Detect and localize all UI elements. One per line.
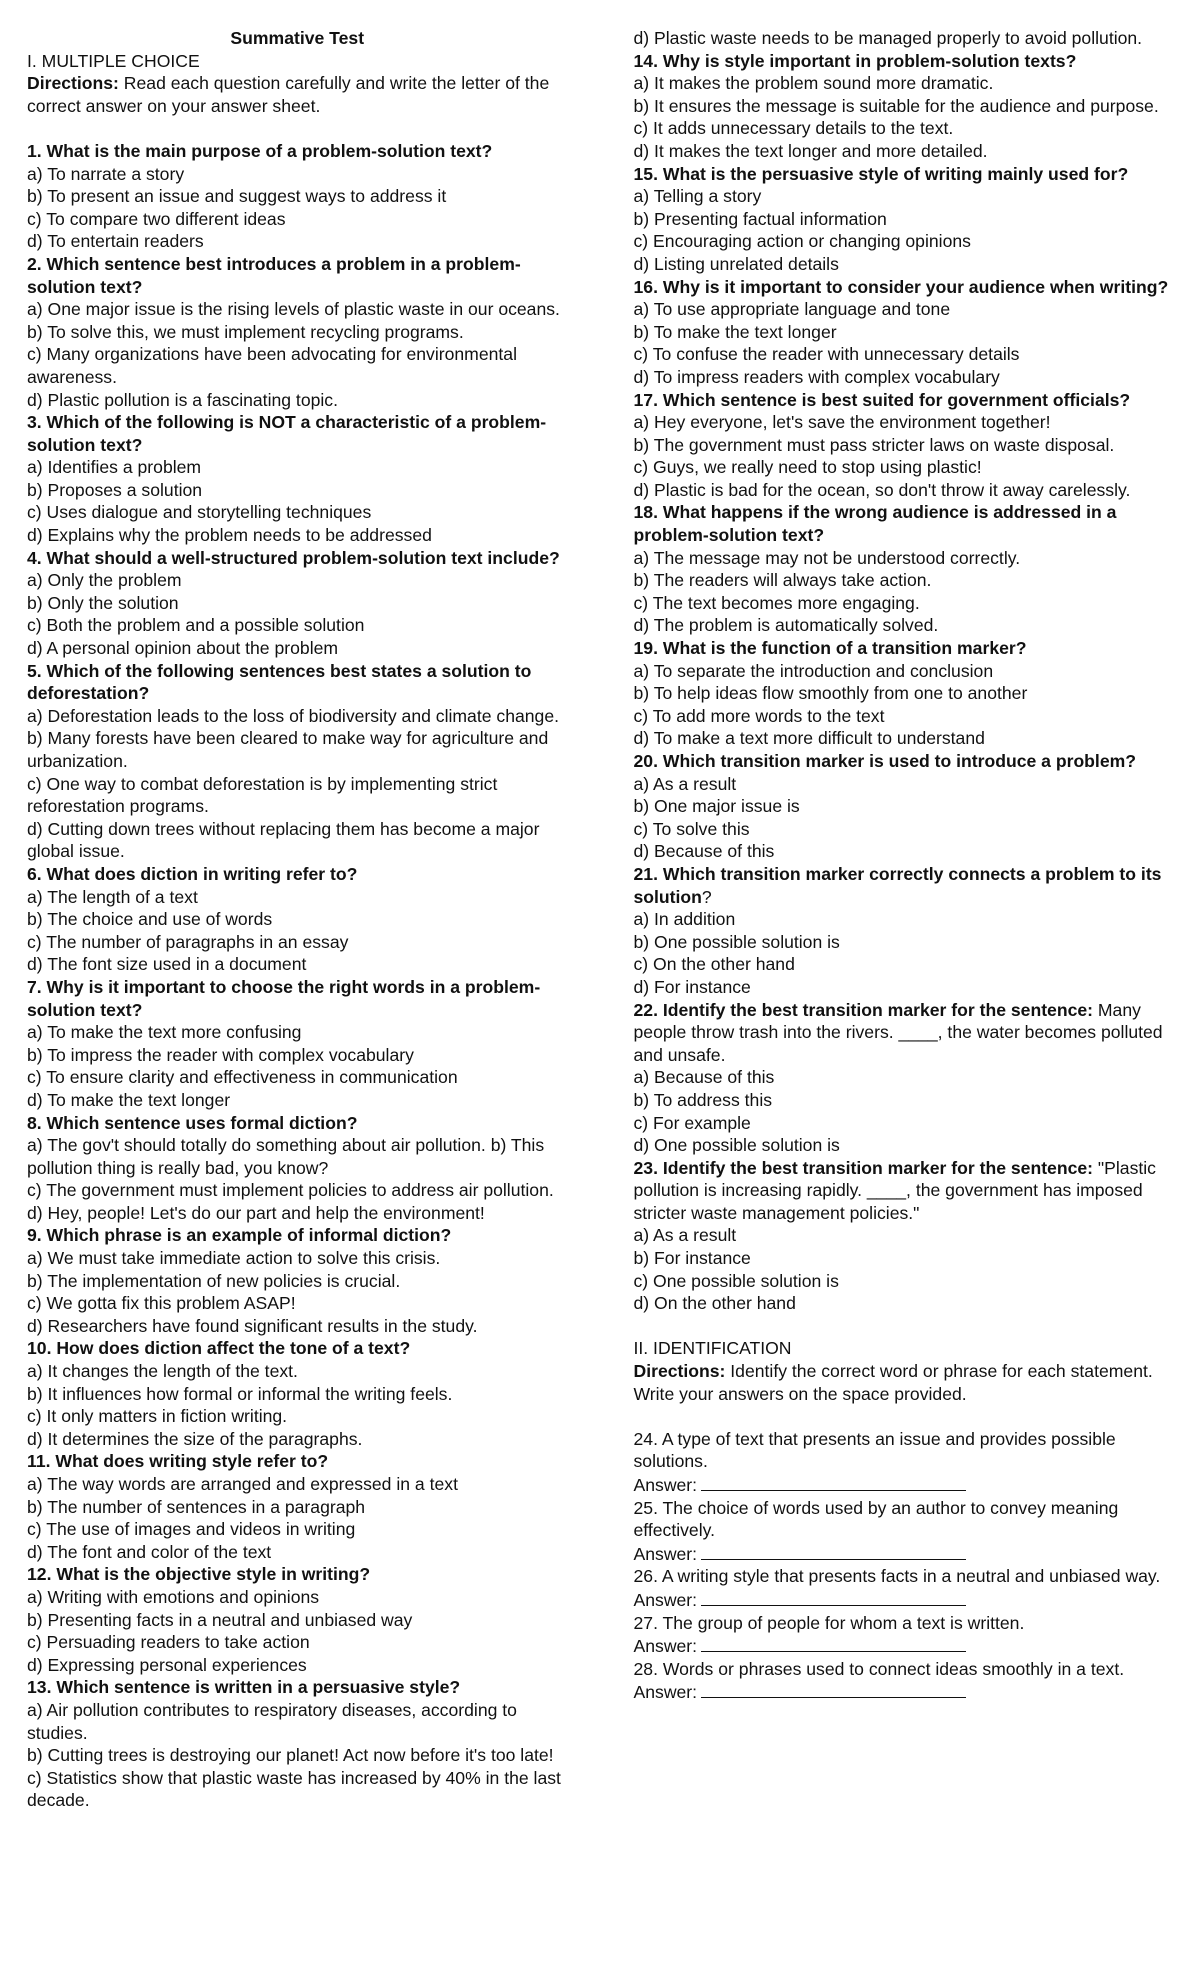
answer-option[interactable]: b) One major issue is xyxy=(633,796,800,817)
question-item xyxy=(634,750,1175,863)
answer-blank[interactable] xyxy=(701,1634,966,1652)
answer-option[interactable]: a) Air pollution contributes to respiratory diseases, according to studies. xyxy=(27,1699,517,1743)
identification-item xyxy=(634,1658,1175,1704)
answer-label: Answer: xyxy=(633,1636,698,1657)
answer-option[interactable]: d) Expressing personal experiences xyxy=(27,1654,307,1675)
spacer xyxy=(634,1315,1175,1338)
answer-option[interactable]: c) To ensure clarity and effectiveness in communication xyxy=(27,1067,458,1088)
spacer xyxy=(27,117,568,140)
answer-option[interactable]: a) The message may not be understood correctly. xyxy=(633,547,1021,568)
question-stem: 4. What should a well-structured problem-solution text include? xyxy=(27,547,560,568)
answer-option[interactable]: a) As a result xyxy=(633,773,737,794)
answer-option[interactable]: b) To help ideas flow smoothly from one to another xyxy=(633,683,1028,704)
answer-option[interactable]: b) To present an issue and suggest ways to address it xyxy=(27,186,447,207)
question-stem: 21. Which transition marker correctly connects a problem to its solution xyxy=(633,863,1162,907)
answer-option[interactable]: d) To make the text longer xyxy=(27,1089,231,1110)
answer-blank[interactable] xyxy=(701,1588,966,1606)
answer-option[interactable]: b) It influences how formal or informal the writing feels. xyxy=(27,1383,453,1404)
answer-option[interactable]: c) Uses dialogue and storytelling techniques xyxy=(27,502,372,523)
question-text xyxy=(27,660,568,705)
section-heading-identification: II. IDENTIFICATION xyxy=(633,1338,792,1359)
answer-option[interactable]: d) Listing unrelated details xyxy=(633,253,839,274)
question-stem: 10. How does diction affect the tone of a text? xyxy=(27,1338,411,1359)
answer-option[interactable]: b) The choice and use of words xyxy=(27,909,273,930)
answer-option[interactable]: b) It ensures the message is suitable for the audience and purpose. xyxy=(633,95,1159,116)
question-item xyxy=(634,163,1175,276)
question-item xyxy=(27,411,568,547)
answer-option[interactable]: c) One way to combat deforestation is by implementing strict reforestation programs. xyxy=(27,773,498,817)
answer-option[interactable]: b) To solve this, we must implement recycling programs. xyxy=(27,321,464,342)
question-item xyxy=(27,1676,568,1812)
answer-option[interactable]: a) To use appropriate language and tone xyxy=(633,299,951,320)
question-text xyxy=(634,637,1175,660)
answer-option[interactable]: c) We gotta fix this problem ASAP! xyxy=(27,1293,296,1314)
answer-option[interactable]: d) To make a text more difficult to understand xyxy=(633,728,985,749)
answer-option[interactable]: a) To narrate a story xyxy=(27,163,185,184)
answer-option[interactable]: c) To add more words to the text xyxy=(633,705,885,726)
directions-text: Identify the correct word or phrase for each statement. Write your answers on the space provided. xyxy=(633,1361,1153,1404)
answer-option[interactable]: a) Deforestation leads to the loss of biodiversity and climate change. xyxy=(27,705,560,726)
question-text xyxy=(634,276,1175,299)
directions-label: Directions: xyxy=(633,1361,726,1382)
question-stem: 19. What is the function of a transition marker? xyxy=(633,638,1027,659)
answer-option[interactable]: d) The problem is automatically solved. xyxy=(633,615,939,636)
question-text xyxy=(27,1112,568,1135)
question-stem: 1. What is the main purpose of a problem-solution text? xyxy=(27,140,493,161)
answer-option[interactable]: d) Explains why the problem needs to be addressed xyxy=(27,525,432,546)
section-heading-multiple-choice: I. MULTIPLE CHOICE xyxy=(27,50,200,71)
answer-option[interactable]: a) To separate the introduction and conclusion xyxy=(633,660,994,681)
question-text xyxy=(634,863,1175,908)
question-item xyxy=(27,1450,568,1563)
answer-blank[interactable] xyxy=(701,1680,966,1698)
question-text xyxy=(27,863,568,886)
answer-blank[interactable] xyxy=(701,1473,966,1491)
question-text xyxy=(634,163,1175,186)
answer-option[interactable]: a) Writing with emotions and opinions xyxy=(27,1586,320,1607)
spacer xyxy=(634,1405,1175,1428)
question-stem: 5. Which of the following sentences best states a solution to deforestation? xyxy=(27,660,532,704)
question-stem: 2. Which sentence best introduces a problem in a problem-solution text? xyxy=(27,253,521,297)
question-text xyxy=(27,547,568,570)
question-item xyxy=(27,1337,568,1450)
identification-statement: 27. The group of people for whom a text is written. xyxy=(633,1612,1025,1633)
answer-row xyxy=(634,1473,1175,1497)
question-stem: 15. What is the persuasive style of writing mainly used for? xyxy=(633,163,1129,184)
answer-row xyxy=(634,1680,1175,1704)
question-tail: ? xyxy=(701,886,712,907)
question-item xyxy=(27,1112,568,1225)
answer-label: Answer: xyxy=(633,1543,698,1564)
answer-option[interactable]: d) Cutting down trees without replacing them has become a major global issue. xyxy=(27,818,540,862)
answer-option[interactable]: d) Hey, people! Let's do our part and help the environment! xyxy=(27,1202,485,1223)
question-text xyxy=(27,1676,568,1699)
answer-option[interactable]: d) It makes the text longer and more detailed. xyxy=(633,140,988,161)
answer-option[interactable]: b) The implementation of new policies is crucial. xyxy=(27,1270,401,1291)
question-text xyxy=(27,253,568,298)
question-stem: 8. Which sentence uses formal diction? xyxy=(27,1112,358,1133)
answer-option[interactable]: c) The number of paragraphs in an essay xyxy=(27,931,349,952)
answer-option[interactable]: a) The way words are arranged and expressed in a text xyxy=(27,1474,458,1494)
question-item xyxy=(634,863,1175,999)
answer-option[interactable]: d) On the other hand xyxy=(633,1293,796,1314)
answer-row xyxy=(634,1542,1175,1566)
answer-option[interactable]: d) It determines the size of the paragraphs. xyxy=(27,1428,363,1449)
identification-item xyxy=(634,1565,1175,1611)
question-item xyxy=(27,140,568,253)
question-item xyxy=(27,1224,568,1337)
question-stem: 22. Identify the best transition marker for the sentence: xyxy=(633,999,1094,1020)
answer-row xyxy=(634,1634,1175,1658)
answer-option[interactable]: a) Hey everyone, let's save the environment together! xyxy=(633,412,1051,433)
answer-option[interactable]: b) To impress the reader with complex vocabulary xyxy=(27,1044,414,1065)
directions-identification xyxy=(634,1360,1175,1405)
answer-option[interactable]: b) To address this xyxy=(633,1089,773,1110)
answer-option[interactable]: b) The government must pass stricter laws on waste disposal. xyxy=(633,434,1115,455)
answer-option[interactable]: c) For example xyxy=(633,1112,751,1133)
question-text xyxy=(634,389,1175,412)
answer-option[interactable]: b) Cutting trees is destroying our planet! Act now before it's too late! xyxy=(27,1745,554,1766)
identification-statement: 25. The choice of words used by an author to convey meaning effectively. xyxy=(633,1497,1119,1541)
question-text xyxy=(27,976,568,1021)
question-item xyxy=(27,660,568,863)
answer-option[interactable]: a) Only the problem xyxy=(27,570,182,591)
answer-option[interactable]: a) Because of this xyxy=(633,1067,775,1088)
answer-option[interactable]: c) One possible solution is xyxy=(633,1270,839,1291)
question-text xyxy=(27,140,568,163)
question-text xyxy=(634,50,1175,73)
question-item xyxy=(634,389,1175,502)
answer-option[interactable]: b) Only the solution xyxy=(27,592,179,613)
question-text xyxy=(27,1337,568,1360)
directions-label: Directions: xyxy=(27,73,119,94)
answer-option[interactable]: c) The text becomes more engaging. xyxy=(633,592,920,613)
question-stem: 18. What happens if the wrong audience is addressed in a problem-solution text? xyxy=(633,502,1117,546)
question-stem: 13. Which sentence is written in a persuasive style? xyxy=(27,1677,461,1698)
answer-option[interactable]: c) The use of images and videos in writing xyxy=(27,1519,356,1540)
identification-item xyxy=(634,1612,1175,1658)
question-list-left xyxy=(27,140,568,1812)
question-stem: 20. Which transition marker is used to introduce a problem? xyxy=(633,751,1136,771)
identification-item xyxy=(634,1497,1175,1566)
question-item xyxy=(27,1563,568,1676)
answer-option[interactable]: c) It adds unnecessary details to the text. xyxy=(633,118,954,139)
question-stem: 9. Which phrase is an example of informal diction? xyxy=(27,1225,452,1246)
answer-option[interactable]: c) It only matters in fiction writing. xyxy=(27,1406,288,1427)
question-stem: 11. What does writing style refer to? xyxy=(27,1451,329,1472)
question-text xyxy=(634,999,1175,1067)
answer-option[interactable]: a) To make the text more confusing xyxy=(27,1022,302,1043)
answer-option[interactable]: a) As a result xyxy=(633,1225,737,1246)
question-item xyxy=(634,637,1175,750)
question-tail: "Plastic pollution is increasing rapidly. ____, the government has imposed stricter waste management policies." xyxy=(633,1157,1156,1223)
question-text xyxy=(27,1450,568,1473)
question-item xyxy=(27,547,568,660)
identification-item xyxy=(634,1428,1175,1497)
directions-multiple-choice xyxy=(27,72,568,117)
answer-option[interactable]: d) Because of this xyxy=(633,841,775,862)
answer-option[interactable]: c) To compare two different ideas xyxy=(27,208,286,229)
answer-option[interactable]: b) Presenting facts in a neutral and unbiased way xyxy=(27,1609,413,1630)
right-column xyxy=(634,27,1175,1976)
answer-option[interactable]: b) Presenting factual information xyxy=(633,208,887,229)
answer-option[interactable]: c) On the other hand xyxy=(633,954,795,975)
answer-label: Answer: xyxy=(633,1682,698,1703)
question-item xyxy=(27,253,568,411)
answer-option[interactable]: c) Both the problem and a possible solution xyxy=(27,615,365,636)
answer-option[interactable]: b) Many forests have been cleared to make way for agriculture and urbanization. xyxy=(27,728,549,771)
answer-option[interactable]: b) For instance xyxy=(633,1248,751,1269)
answer-option[interactable]: a) We must take immediate action to solve this crisis. xyxy=(27,1248,441,1269)
answer-option[interactable]: c) Statistics show that plastic waste has increased by 40% in the last decade. xyxy=(27,1767,561,1811)
question-list-right xyxy=(634,50,1175,1315)
answer-option[interactable]: a) The gov't should totally do something about air pollution. b) This pollution thing is really bad, you know? xyxy=(27,1135,545,1178)
identification-statement: 26. A writing style that presents facts in a neutral and unbiased way. xyxy=(633,1566,1161,1587)
answer-option[interactable]: c) Many organizations have been advocating for environmental awareness. xyxy=(27,344,517,387)
answer-option[interactable]: c) Encouraging action or changing opinions xyxy=(633,231,971,252)
answer-option[interactable]: d) A personal opinion about the problem xyxy=(27,638,339,659)
answer-option[interactable]: d) Plastic pollution is a fascinating topic. xyxy=(27,389,338,410)
answer-option[interactable]: c) To solve this xyxy=(633,818,750,839)
answer-option[interactable]: d) Plastic waste needs to be managed properly to avoid pollution. xyxy=(633,28,1143,48)
question-text xyxy=(634,750,1175,773)
answer-option[interactable]: b) To make the text longer xyxy=(633,321,837,342)
answer-option[interactable]: b) The readers will always take action. xyxy=(633,570,932,591)
answer-row xyxy=(634,1588,1175,1612)
question-tail: Many people throw trash into the rivers. ____, the water becomes polluted and unsafe. xyxy=(633,999,1163,1065)
answer-option[interactable]: d) The font size used in a document xyxy=(27,954,307,975)
question-item xyxy=(634,1157,1175,1315)
answer-label: Answer: xyxy=(633,1589,698,1610)
question-text xyxy=(634,501,1175,546)
identification-statement: 24. A type of text that presents an issue and provides possible solutions. xyxy=(633,1428,1116,1472)
continued-options xyxy=(634,27,1175,50)
question-stem: 23. Identify the best transition marker for the sentence: xyxy=(633,1157,1094,1178)
question-item xyxy=(634,999,1175,1157)
question-text xyxy=(634,1157,1175,1225)
answer-option[interactable]: a) Telling a story xyxy=(633,186,762,207)
question-stem: 17. Which sentence is best suited for government officials? xyxy=(633,389,1131,410)
answer-label: Answer: xyxy=(633,1475,698,1495)
answer-option[interactable]: d) One possible solution is xyxy=(633,1135,840,1156)
question-item xyxy=(634,50,1175,163)
answer-option[interactable]: b) The number of sentences in a paragraph xyxy=(27,1496,366,1517)
answer-option[interactable]: d) Researchers have found significant results in the study. xyxy=(27,1315,478,1336)
answer-option[interactable]: d) Plastic is bad for the ocean, so don't throw it away carelessly. xyxy=(633,479,1131,500)
question-item xyxy=(634,501,1175,637)
answer-blank[interactable] xyxy=(701,1542,966,1560)
question-item xyxy=(634,276,1175,389)
answer-option[interactable]: c) Guys, we really need to stop using plastic! xyxy=(633,457,982,478)
question-stem: 16. Why is it important to consider your audience when writing? xyxy=(633,276,1169,297)
question-stem: 14. Why is style important in problem-solution texts? xyxy=(633,50,1077,71)
answer-option[interactable]: a) It makes the problem sound more dramatic. xyxy=(633,73,994,94)
answer-option[interactable]: d) To entertain readers xyxy=(27,231,204,252)
page-title: Summative Test xyxy=(230,28,365,48)
question-item xyxy=(27,976,568,1112)
question-text xyxy=(27,1563,568,1586)
question-stem: 7. Why is it important to choose the right words in a problem-solution text? xyxy=(27,976,541,1020)
answer-option[interactable]: c) The government must implement policies to address air pollution. xyxy=(27,1180,554,1201)
identification-list xyxy=(634,1428,1175,1704)
answer-option[interactable]: d) To impress readers with complex vocabulary xyxy=(633,366,1000,387)
answer-option[interactable]: a) Identifies a problem xyxy=(27,457,202,478)
question-stem: 6. What does diction in writing refer to? xyxy=(27,863,358,884)
question-stem: 12. What is the objective style in writing? xyxy=(27,1564,371,1585)
directions-text: Read each question carefully and write the letter of the correct answer on your answer sheet. xyxy=(27,73,550,116)
answer-option[interactable]: a) The length of a text xyxy=(27,886,198,907)
question-text xyxy=(27,1224,568,1247)
answer-option[interactable]: a) In addition xyxy=(633,909,736,930)
answer-option[interactable]: b) Proposes a solution xyxy=(27,479,203,500)
answer-option[interactable]: d) The font and color of the text xyxy=(27,1541,272,1562)
question-item xyxy=(27,863,568,976)
answer-option[interactable]: c) To confuse the reader with unnecessary details xyxy=(633,344,1020,365)
identification-statement: 28. Words or phrases used to connect ideas smoothly in a text. xyxy=(633,1658,1125,1679)
answer-option[interactable]: b) One possible solution is xyxy=(633,931,840,952)
answer-option[interactable]: d) For instance xyxy=(633,976,751,997)
left-column xyxy=(27,27,568,1976)
answer-option[interactable]: c) Persuading readers to take action xyxy=(27,1632,310,1653)
answer-option[interactable]: a) It changes the length of the text. xyxy=(27,1361,298,1382)
question-stem: 3. Which of the following is NOT a characteristic of a problem-solution text? xyxy=(27,412,547,455)
answer-option[interactable]: a) One major issue is the rising levels of plastic waste in our oceans. xyxy=(27,299,560,320)
question-text xyxy=(27,411,568,456)
